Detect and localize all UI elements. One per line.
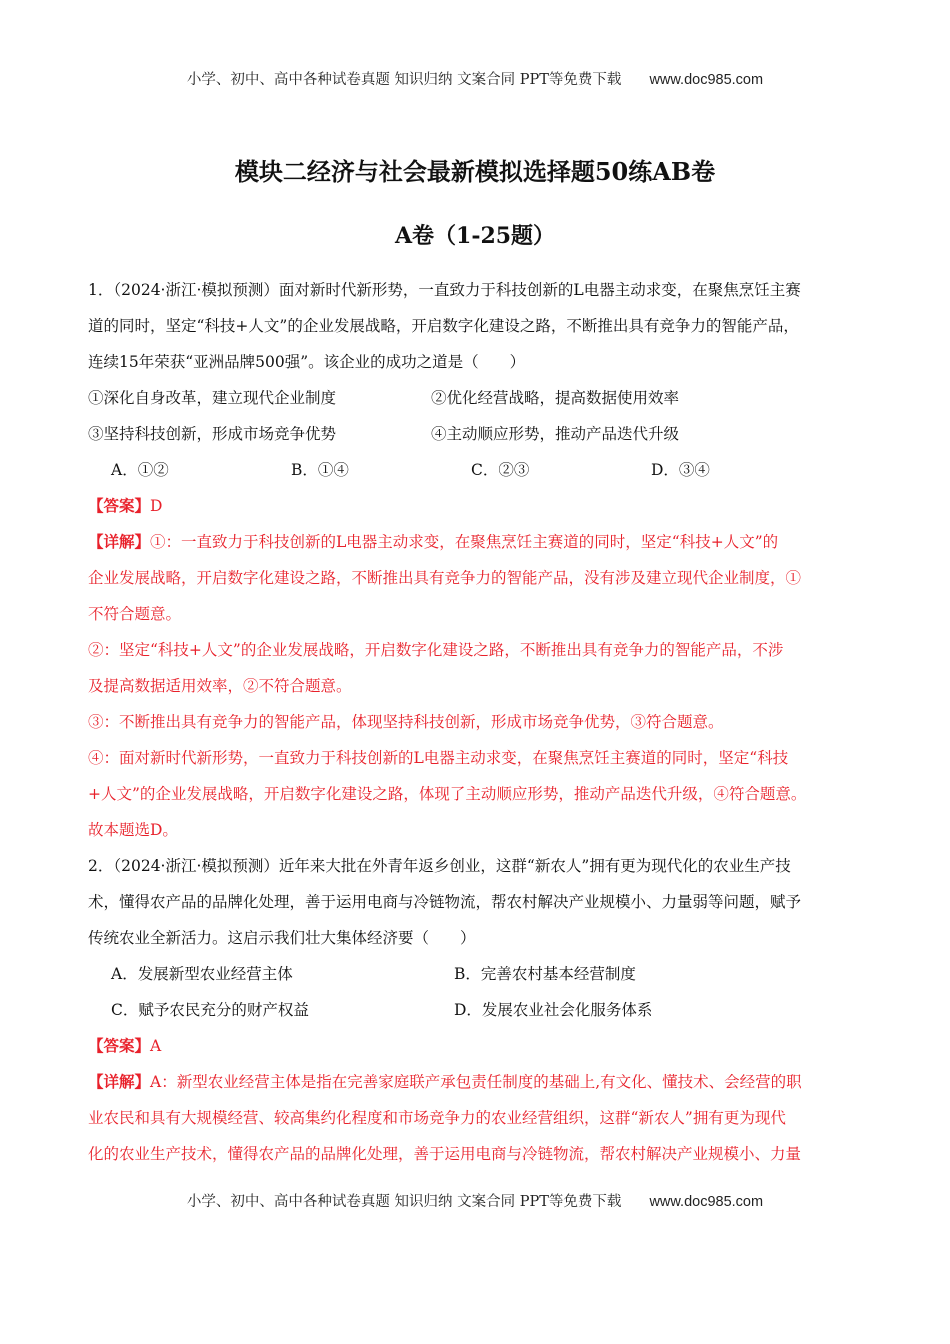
question-2: [88, 848, 863, 1172]
q2-answer: [88, 1028, 863, 1064]
content: [88, 272, 863, 1172]
question-1: [88, 272, 863, 848]
q2-options-row: [88, 992, 863, 1028]
q1-explain-line: 企业发展战略，开启数字化建设之路，不断推出具有竞争力的智能产品，没有涉及建立现代企业制度，①: [88, 569, 802, 587]
q1-explanation: [88, 524, 863, 848]
page-header: [0, 68, 950, 89]
q1-statements-row: [88, 380, 863, 416]
q1-statement: ④主动顺应形势，推动产品迭代升级: [431, 425, 680, 443]
q2-option-c: C．赋予农民充分的财产权益: [111, 1001, 309, 1019]
footer-text: 小学、初中、高中各种试卷真题 知识归纳 文案合同 PPT等免费下载: [186, 1194, 622, 1210]
q1-answer-tag: 【答案】: [88, 496, 151, 515]
q2-explain-text: A：新型农业经营主体是指在完善家庭联产承包责任制度的基础上,有文化、懂技术、会经营的职: [150, 1073, 802, 1091]
q1-statement: ①深化自身改革，建立现代企业制度: [88, 389, 337, 407]
q1-explain-line: 及提高数据适用效率，②不符合题意。: [88, 677, 352, 695]
q1-stem-line: 连续15年荣获“亚洲品牌500强”。该企业的成功之道是（ ）: [88, 353, 526, 371]
q2-explain-line: 化的农业生产技术，懂得农产品的品牌化处理，善于运用电商与冷链物流，帮农村解决产业规模小、力量: [88, 1145, 802, 1163]
header-site[interactable]: www.doc985.com: [649, 72, 764, 88]
q1-statement: ③坚持科技创新，形成市场竞争优势: [88, 425, 337, 443]
q1-answer: [88, 488, 863, 524]
q1-explain-tag: 【详解】: [88, 532, 151, 551]
q1-explain-line: 不符合题意。: [88, 605, 182, 623]
q1-explain-line: 故本题选D。: [88, 821, 178, 839]
q1-options: [88, 452, 863, 488]
q2-option-a: A．发展新型农业经营主体: [111, 965, 293, 983]
q2-explain-line: 业农民和具有大规模经营、较高集约化程度和市场竞争力的农业经营组织，这群“新农人”拥有更为现代: [88, 1109, 786, 1127]
q2-explain-tag: 【详解】: [88, 1072, 151, 1091]
q1-explain-line: [88, 524, 863, 560]
q1-statements-row: [88, 416, 863, 452]
q1-explain-line: ②：坚定“科技+人文”的企业发展战略，开启数字化建设之路，不断推出具有竞争力的智能产品，不涉: [88, 641, 784, 659]
q1-explain-text: ①：一直致力于科技创新的L电器主动求变，在聚焦烹饪主赛道的同时，坚定“科技+人文”的: [150, 533, 779, 551]
q2-explanation: [88, 1064, 863, 1172]
q2-option-d: D．发展农业社会化服务体系: [454, 1001, 653, 1019]
q2-stem-line: 2．（2024·浙江·模拟预测）近年来大批在外青年返乡创业，这群“新农人”拥有更为现代化的农业生产技: [88, 857, 791, 875]
footer-site[interactable]: www.doc985.com: [649, 1194, 764, 1210]
page-footer: [0, 1190, 950, 1211]
q1-stem-line: 1．（2024·浙江·模拟预测）面对新时代新形势，一直致力于科技创新的L电器主动求变，在聚焦烹饪主赛: [88, 281, 801, 299]
q2-answer-value: A: [150, 1037, 162, 1055]
q1-option-b: B．①④: [291, 461, 349, 479]
q1-answer-value: D: [150, 497, 163, 515]
q2-stem-line: 传统农业全新活力。这启示我们壮大集体经济要（ ）: [88, 929, 476, 947]
q1-explain-line: +人文”的企业发展战略，开启数字化建设之路，体现了主动顺应形势，推动产品迭代升级，④符合题意。: [88, 785, 807, 803]
section-subtitle: A卷（1-25题）: [394, 223, 556, 249]
q1-explain-line: ③：不断推出具有竞争力的智能产品，体现坚持科技创新，形成市场竞争优势，③符合题意。: [88, 713, 724, 731]
q1-explain-line: ④：面对新时代新形势，一直致力于科技创新的L电器主动求变，在聚焦烹饪主赛道的同时，坚定“科技: [88, 749, 789, 767]
q2-stem-line: 术，懂得农产品的品牌化处理，善于运用电商与冷链物流，帮农村解决产业规模小、力量弱等问题，赋予: [88, 893, 802, 911]
q2-options-row: [88, 956, 863, 992]
q2-option-b: B．完善农村基本经营制度: [454, 965, 636, 983]
q1-statement: ②优化经营战略，提高数据使用效率: [431, 389, 680, 407]
q2-explain-line: [88, 1064, 863, 1100]
q1-option-a: A．①②: [111, 461, 169, 479]
q1-option-d: D．③④: [651, 461, 710, 479]
q1-stem-line: 道的同时，坚定“科技+人文”的企业发展战略，开启数字化建设之路，不断推出具有竞争力的智能产品，: [88, 317, 799, 335]
q2-answer-tag: 【答案】: [88, 1036, 151, 1055]
q1-option-c: C．②③: [471, 461, 530, 479]
document-title: 模块二经济与社会最新模拟选择题50练AB卷: [234, 157, 716, 186]
header-text: 小学、初中、高中各种试卷真题 知识归纳 文案合同 PPT等免费下载: [186, 72, 622, 88]
